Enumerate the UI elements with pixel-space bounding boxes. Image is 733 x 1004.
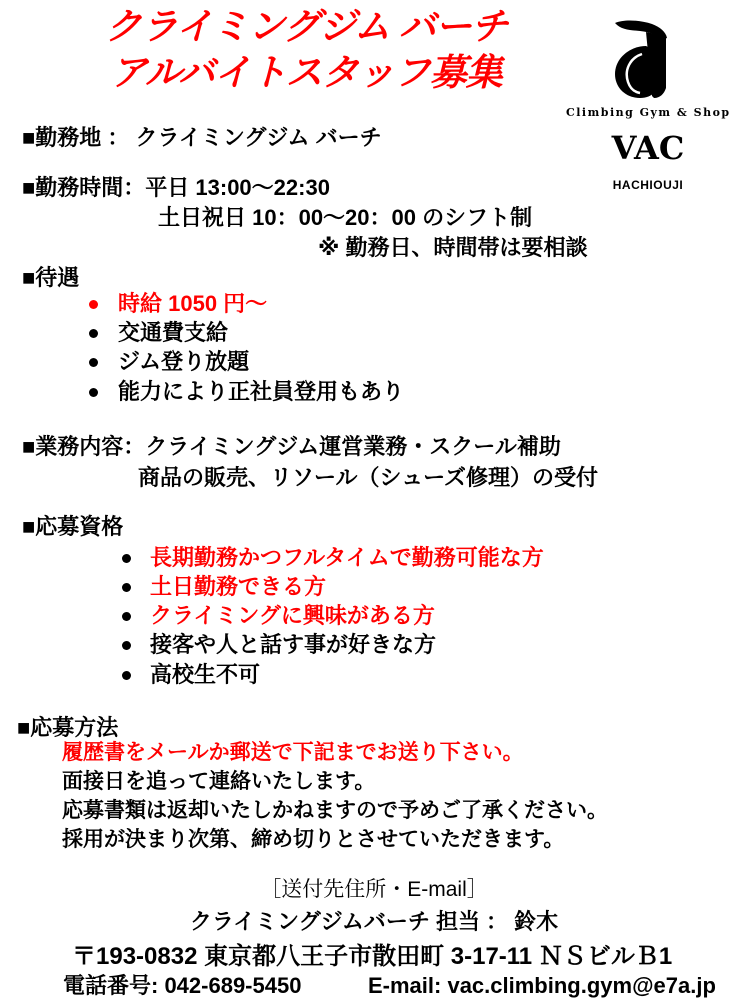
bullet-icon [122,612,131,621]
bullet-icon [89,388,98,397]
contact-person: クライミングジムバーチ 担当 ： 鈴木 [189,909,559,934]
bullet-icon [89,329,98,338]
contact-heading: ［送付先住所・E-mail］ [260,878,488,901]
bullet-icon [122,554,131,563]
qualifications-heading: ■応募資格 [22,514,124,539]
benefit-item: 能力により正社員登用もあり [118,379,405,404]
logo-tagline: Climbing Gym & Shop [566,106,731,119]
workplace-line: ■勤務地 ： クライミングジム バーチ [22,125,382,150]
title-line-2: アルバイトスタッフ募集 [110,52,502,93]
logo-location: HACHIOUJI [612,178,684,192]
bullet-icon [122,641,131,650]
vac-logo-mark-icon [612,18,668,98]
bullet-icon [122,671,131,680]
contact-address: 〒193-0832 東京都八王子市散田町 3-17-11 ＮＳビルＢ1 [72,943,673,970]
qualification-item: 接客や人と話す事が好きな方 [150,632,437,657]
hours-weekday: ■勤務時間：平日 13:00～22:30 [22,175,330,200]
benefit-item: 時給 1050 円～ [118,291,268,316]
hours-note: ※ 勤務日、時間帯は要相談 [318,235,588,260]
benefit-item: ジム登り放題 [118,349,250,374]
duties-line-2: 商品の販売、リソール（シューズ修理）の受付 [138,465,599,490]
bullet-icon [89,300,98,309]
qualification-item: 長期勤務かつフルタイムで勤務可能な方 [150,545,544,570]
application-line: 応募書類は返却いたしかねますので予めご了承ください。 [62,799,608,822]
application-heading: ■応募方法 [17,715,119,740]
bullet-icon [89,358,98,367]
qualification-item: クライミングに興味がある方 [150,603,435,628]
hours-weekend: 土日祝日 10：00～20：00 のシフト制 [158,205,533,230]
title-line-1: クライミングジム バーチ [105,6,507,47]
qualification-item: 高校生不可 [150,662,261,687]
qualification-item: 土日勤務できる方 [150,574,327,599]
benefit-item: 交通費支給 [118,320,229,345]
benefits-heading: ■待遇 [22,265,80,290]
contact-phone: 電話番号: 042-689-5450 [63,973,302,998]
application-line: 採用が決まり次第、締め切りとさせていただきます。 [62,828,565,851]
logo-name: VAC [611,129,685,167]
application-line: 面接日を追って連絡いたします。 [62,770,376,793]
duties-line-1: ■業務内容：クライミングジム運営業務・スクール補助 [22,434,561,459]
contact-email: E-mail: vac.climbing.gym@e7a.jp [368,973,716,998]
application-line: 履歴書をメールか郵送で下記までお送り下さい。 [62,741,524,764]
bullet-icon [122,583,131,592]
